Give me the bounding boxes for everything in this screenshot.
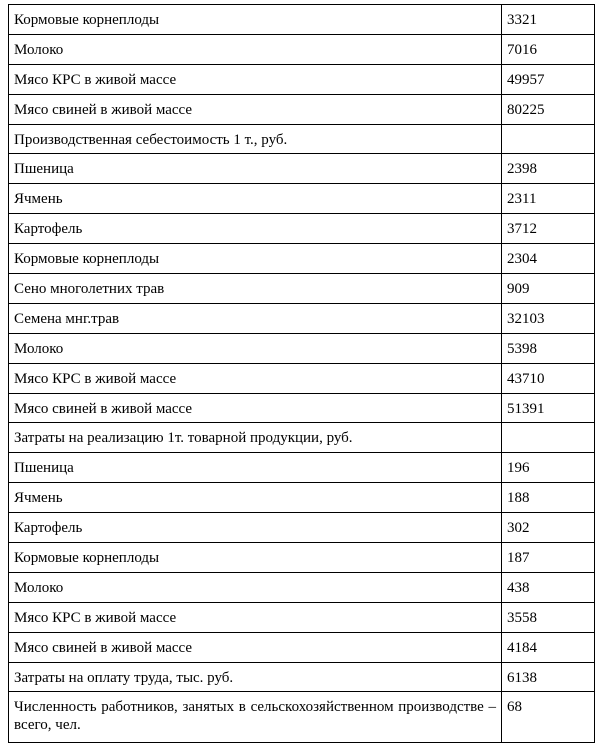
row-label: Мясо КРС в живой массе	[9, 602, 502, 632]
table-row	[9, 393, 595, 423]
section-header-row	[9, 423, 595, 453]
row-value: 49957	[502, 64, 595, 94]
row-value: 4184	[502, 632, 595, 662]
row-value: 188	[502, 483, 595, 513]
table-row	[9, 94, 595, 124]
row-value: 80225	[502, 94, 595, 124]
row-label: Мясо КРС в живой массе	[9, 64, 502, 94]
row-label: Мясо КРС в живой массе	[9, 363, 502, 393]
table-body	[9, 5, 595, 743]
row-label: Молоко	[9, 34, 502, 64]
row-label: Семена мнг.трав	[9, 303, 502, 333]
table-row	[9, 34, 595, 64]
table-row	[9, 244, 595, 274]
row-label: Кормовые корнеплоды	[9, 5, 502, 35]
row-label: Молоко	[9, 333, 502, 363]
row-value: 51391	[502, 393, 595, 423]
row-value: 2311	[502, 184, 595, 214]
table-row	[9, 543, 595, 573]
table-row	[9, 274, 595, 304]
row-value: 2398	[502, 154, 595, 184]
section-header-label: Производственная себестоимость 1 т., руб.	[9, 124, 502, 154]
table-row	[9, 5, 595, 35]
row-value: 6138	[502, 662, 595, 692]
row-label: Численность работников, занятых в сельскохозяйственном производстве – всего, чел.	[9, 692, 502, 743]
row-value: 32103	[502, 303, 595, 333]
table-row	[9, 632, 595, 662]
table-row	[9, 363, 595, 393]
row-label: Кормовые корнеплоды	[9, 543, 502, 573]
row-label: Затраты на оплату труда, тыс. руб.	[9, 662, 502, 692]
row-label: Ячмень	[9, 184, 502, 214]
table-row	[9, 572, 595, 602]
row-label: Пшеница	[9, 453, 502, 483]
table-row	[9, 214, 595, 244]
section-header-row	[9, 124, 595, 154]
row-label: Молоко	[9, 572, 502, 602]
row-value: 2304	[502, 244, 595, 274]
row-value: 302	[502, 513, 595, 543]
table-row	[9, 333, 595, 363]
row-value: 68	[502, 692, 595, 743]
row-value: 43710	[502, 363, 595, 393]
row-value: 3321	[502, 5, 595, 35]
row-label: Мясо свиней в живой массе	[9, 632, 502, 662]
row-value	[502, 423, 595, 453]
table-row	[9, 453, 595, 483]
row-label: Мясо свиней в живой массе	[9, 94, 502, 124]
row-label: Пшеница	[9, 154, 502, 184]
row-value: 438	[502, 572, 595, 602]
table-row	[9, 303, 595, 333]
row-value	[502, 124, 595, 154]
row-value: 3712	[502, 214, 595, 244]
table-row	[9, 513, 595, 543]
data-table	[8, 4, 595, 743]
table-row	[9, 483, 595, 513]
row-value: 3558	[502, 602, 595, 632]
row-label: Кормовые корнеплоды	[9, 244, 502, 274]
row-value: 5398	[502, 333, 595, 363]
table-row	[9, 184, 595, 214]
row-label: Мясо свиней в живой массе	[9, 393, 502, 423]
row-value: 187	[502, 543, 595, 573]
table-row	[9, 662, 595, 692]
table-row	[9, 692, 595, 743]
row-label: Ячмень	[9, 483, 502, 513]
table-row	[9, 64, 595, 94]
row-label: Картофель	[9, 513, 502, 543]
table-row	[9, 602, 595, 632]
row-value: 7016	[502, 34, 595, 64]
row-label: Картофель	[9, 214, 502, 244]
section-header-label: Затраты на реализацию 1т. товарной продукции, руб.	[9, 423, 502, 453]
row-value: 196	[502, 453, 595, 483]
row-label: Сено многолетних трав	[9, 274, 502, 304]
row-value: 909	[502, 274, 595, 304]
table-row	[9, 154, 595, 184]
